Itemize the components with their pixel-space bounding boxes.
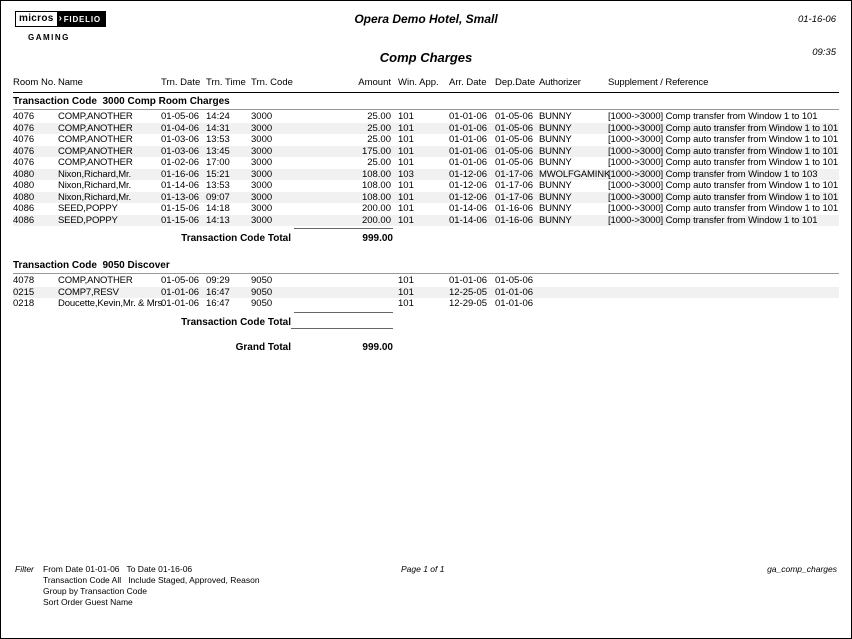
cell-supplement: [1000->3000] Comp auto transfer from Window 1 to 101 (608, 180, 839, 191)
table-row (13, 123, 839, 135)
cell-amount (309, 275, 391, 287)
cell-authorizer: BUNNY (539, 214, 572, 226)
cell-room: 4076 (13, 111, 35, 122)
col-arr-date: Arr. Date (449, 77, 487, 88)
cell-arr_date: 01-01-06 (449, 157, 488, 168)
col-win-app: Win. App. (398, 77, 439, 88)
cell-trn_time: 16:47 (206, 286, 230, 298)
cell-trn_time: 13:53 (206, 180, 230, 191)
cell-trn_time: 14:13 (206, 214, 230, 226)
grand-total-label: Grand Total (235, 341, 291, 353)
cell-name: COMP,ANOTHER (58, 111, 133, 122)
cell-name: SEED,POPPY (58, 214, 118, 226)
cell-win_app: 101 (398, 286, 414, 298)
section-total-row (13, 316, 839, 329)
cell-dep_date: 01-16-06 (495, 203, 534, 214)
cell-win_app: 101 (398, 157, 414, 168)
cell-name: Doucette,Kevin,Mr. & Mrs. (58, 298, 165, 309)
cell-authorizer: BUNNY (539, 111, 572, 122)
cell-arr_date: 01-01-06 (449, 275, 488, 286)
cell-trn_time: 09:07 (206, 191, 230, 203)
table-row (13, 134, 839, 146)
col-amount: Amount (358, 77, 391, 88)
cell-trn_code: 3000 (251, 214, 273, 226)
cell-amount: 25.00 (367, 134, 391, 145)
cell-name: COMP,ANOTHER (58, 275, 133, 286)
cell-dep_date: 01-17-06 (495, 191, 534, 203)
col-dep-date: Dep.Date (495, 77, 536, 88)
cell-trn_time: 14:18 (206, 203, 230, 214)
cell-trn_time: 13:53 (206, 134, 230, 145)
filter-line-dates: From Date 01-01-06 To Date 01-16-06 (43, 564, 193, 574)
cell-dep_date: 01-05-06 (495, 157, 534, 168)
col-trn-date: Trn. Date (161, 77, 201, 88)
cell-trn_code: 3000 (251, 134, 273, 145)
cell-authorizer: BUNNY (539, 145, 572, 157)
micros-logo-text: micros (15, 11, 58, 27)
cell-win_app: 101 (398, 180, 414, 191)
cell-dep_date: 01-01-06 (495, 286, 534, 298)
cell-dep_date: 01-05-06 (495, 134, 534, 145)
cell-win_app: 101 (398, 203, 414, 214)
cell-room: 4076 (13, 122, 35, 134)
cell-name: Nixon,Richard,Mr. (58, 168, 131, 180)
cell-dep_date: 01-17-06 (495, 168, 534, 180)
cell-amount: 200.00 (361, 214, 391, 226)
sections-container (13, 93, 839, 329)
cell-name: SEED,POPPY (58, 203, 118, 214)
cell-trn_code: 3000 (251, 168, 273, 180)
cell-room: 4076 (13, 134, 35, 145)
report-time: 09:35 (812, 47, 836, 58)
cell-supplement: [1000->3000] Comp transfer from Window 1 to 103 (608, 168, 818, 180)
cell-trn_date: 01-02-06 (161, 157, 200, 168)
cell-trn_time: 13:45 (206, 145, 230, 157)
cell-name: COMP,ANOTHER (58, 122, 133, 134)
cell-supplement: [1000->3000] Comp transfer from Window 1 to 101 (608, 214, 818, 226)
report-footer (15, 564, 837, 608)
cell-supplement: [1000->3000] Comp auto transfer from Window 1 to 101 (608, 157, 839, 168)
cell-trn_date: 01-13-06 (161, 191, 200, 203)
col-trn-time: Trn. Time (206, 77, 246, 88)
grand-total-row (13, 341, 839, 354)
cell-name: Nixon,Richard,Mr. (58, 180, 131, 191)
cell-arr_date: 01-14-06 (449, 203, 488, 214)
cell-amount: 25.00 (367, 122, 391, 134)
table-row (13, 298, 839, 310)
table-row (13, 180, 839, 192)
cell-authorizer: BUNNY (539, 203, 572, 214)
cell-trn_date: 01-01-06 (161, 286, 200, 298)
section-total-amount (291, 316, 393, 329)
cell-trn_code: 3000 (251, 191, 273, 203)
cell-arr_date: 01-01-06 (449, 122, 488, 134)
cell-trn_code: 3000 (251, 145, 273, 157)
cell-room: 4080 (13, 191, 35, 203)
table-row (13, 203, 839, 215)
cell-trn_date: 01-05-06 (161, 275, 200, 286)
cell-authorizer: BUNNY (539, 157, 572, 168)
cell-win_app: 101 (398, 122, 414, 134)
cell-trn_date: 01-04-06 (161, 122, 200, 134)
cell-dep_date: 01-17-06 (495, 180, 534, 191)
table-row (13, 146, 839, 158)
table-row (13, 157, 839, 169)
filter-line-groupby: Group by Transaction Code (43, 586, 147, 596)
cell-arr_date: 12-25-05 (449, 286, 488, 298)
cell-dep_date: 01-05-06 (495, 122, 534, 134)
table-row (13, 215, 839, 227)
cell-amount: 200.00 (361, 203, 391, 214)
transaction-section (13, 257, 839, 329)
section-total-row (13, 232, 839, 245)
cell-amount: 108.00 (361, 168, 391, 180)
cell-arr_date: 01-01-06 (449, 145, 488, 157)
cell-room: 0218 (13, 298, 35, 309)
fidelio-logo-text: FIDELIO (63, 14, 101, 24)
cell-win_app: 101 (398, 134, 414, 145)
table-header-row (13, 77, 839, 93)
cell-name: COMP7,RESV (58, 286, 119, 298)
cell-room: 4078 (13, 275, 35, 286)
cell-trn_time: 09:29 (206, 275, 230, 286)
cell-trn_time: 14:24 (206, 111, 230, 122)
section-title: Transaction Code 3000 Comp Room Charges (13, 93, 839, 110)
col-supplement: Supplement / Reference (608, 77, 709, 88)
cell-trn_date: 01-15-06 (161, 203, 200, 214)
col-room-no: Room No. (13, 77, 56, 88)
cell-trn_code: 3000 (251, 180, 273, 191)
col-authorizer: Authorizer (539, 77, 581, 88)
cell-name: COMP,ANOTHER (58, 134, 133, 145)
cell-authorizer: BUNNY (539, 134, 572, 145)
cell-win_app: 101 (398, 111, 414, 122)
micros-fidelio-logo (15, 11, 106, 42)
cell-trn_code: 3000 (251, 111, 273, 122)
cell-dep_date: 01-05-06 (495, 111, 534, 122)
report-date: 01-16-06 (797, 14, 836, 25)
report-table (13, 77, 839, 354)
table-row (13, 192, 839, 204)
cell-trn_code: 3000 (251, 203, 273, 214)
cell-supplement: [1000->3000] Comp auto transfer from Window 1 to 101 (608, 191, 839, 203)
cell-trn_time: 17:00 (206, 157, 230, 168)
cell-arr_date: 01-12-06 (449, 191, 488, 203)
cell-authorizer (539, 287, 608, 299)
cell-trn_date: 01-03-06 (161, 134, 200, 145)
filter-label: Filter (15, 564, 34, 574)
cell-supplement (608, 287, 839, 299)
logo-arrow-icon: › (58, 13, 63, 24)
section-total-label: Transaction Code Total (181, 316, 291, 328)
section-total-label: Transaction Code Total (181, 233, 291, 244)
cell-arr_date: 01-12-06 (449, 180, 488, 191)
cell-trn_date: 01-05-06 (161, 111, 200, 122)
cell-trn_time: 14:31 (206, 122, 230, 134)
cell-room: 4080 (13, 168, 35, 180)
report-header (13, 7, 839, 77)
cell-trn_date: 01-01-06 (161, 298, 200, 309)
cell-room: 4076 (13, 145, 35, 157)
cell-win_app: 101 (398, 214, 414, 226)
report-code: ga_comp_charges (767, 564, 837, 574)
cell-dep_date: 01-05-06 (495, 275, 534, 286)
gaming-label: GAMING (28, 33, 70, 42)
section-total-amount: 999.00 (362, 233, 393, 244)
cell-trn_code: 9050 (251, 275, 273, 286)
cell-name: Nixon,Richard,Mr. (58, 191, 131, 203)
section-title: Transaction Code 9050 Discover (13, 257, 839, 274)
cell-arr_date: 01-01-06 (449, 111, 488, 122)
cell-dep_date: 01-01-06 (495, 298, 534, 309)
cell-amount (309, 287, 391, 299)
filter-line-codes: Transaction Code All Include Staged, Approved, Reason (43, 575, 260, 585)
transaction-section (13, 93, 839, 245)
cell-name: COMP,ANOTHER (58, 157, 133, 168)
cell-amount: 108.00 (361, 191, 391, 203)
cell-supplement: [1000->3000] Comp auto transfer from Window 1 to 101 (608, 145, 839, 157)
cell-trn_code: 9050 (251, 298, 273, 309)
report-page (1, 1, 851, 354)
cell-authorizer: BUNNY (539, 180, 572, 191)
cell-win_app: 103 (398, 168, 414, 180)
cell-authorizer (539, 298, 608, 310)
cell-win_app: 101 (398, 145, 414, 157)
cell-supplement: [1000->3000] Comp auto transfer from Window 1 to 101 (608, 134, 839, 145)
table-row (13, 169, 839, 181)
cell-trn_date: 01-14-06 (161, 180, 200, 191)
cell-room: 4086 (13, 214, 35, 226)
cell-win_app: 101 (398, 275, 414, 286)
cell-trn_code: 9050 (251, 286, 273, 298)
cell-trn_code: 3000 (251, 157, 273, 168)
cell-room: 4080 (13, 180, 35, 191)
cell-room: 0215 (13, 286, 35, 298)
page-title: Comp Charges (379, 50, 473, 65)
cell-authorizer: MWOLFGAMINK (539, 168, 611, 180)
cell-room: 4076 (13, 157, 35, 168)
cell-arr_date: 12-29-05 (449, 298, 488, 309)
cell-amount: 25.00 (367, 157, 391, 168)
hotel-name: Opera Demo Hotel, Small (354, 12, 498, 26)
logo-row (15, 11, 106, 27)
cell-trn_code: 3000 (251, 122, 273, 134)
grand-total-amount: 999.00 (362, 341, 393, 353)
cell-trn_time: 16:47 (206, 298, 230, 309)
filter-line-sort: Sort Order Guest Name (43, 597, 133, 607)
cell-dep_date: 01-16-06 (495, 214, 534, 226)
amount-rule (294, 312, 393, 313)
cell-arr_date: 01-12-06 (449, 168, 488, 180)
cell-amount: 25.00 (367, 111, 391, 122)
col-name: Name (58, 77, 83, 88)
cell-win_app: 101 (398, 191, 414, 203)
cell-trn_date: 01-16-06 (161, 168, 200, 180)
cell-arr_date: 01-14-06 (449, 214, 488, 226)
cell-trn_date: 01-03-06 (161, 145, 200, 157)
cell-supplement: [1000->3000] Comp transfer from Window 1 to 101 (608, 111, 818, 122)
page-indicator: Page 1 of 1 (401, 564, 445, 574)
table-row (13, 111, 839, 123)
cell-supplement: [1000->3000] Comp auto transfer from Window 1 to 101 (608, 122, 839, 134)
table-row (13, 275, 839, 287)
cell-win_app: 101 (398, 298, 414, 309)
cell-supplement (608, 275, 839, 287)
fidelio-logo-box (58, 11, 106, 27)
cell-authorizer (539, 275, 608, 287)
cell-authorizer: BUNNY (539, 122, 572, 134)
cell-trn_date: 01-15-06 (161, 214, 200, 226)
cell-amount (309, 298, 391, 310)
cell-supplement (608, 298, 839, 310)
table-row (13, 287, 839, 299)
col-trn-code: Trn. Code (251, 77, 293, 88)
cell-amount: 175.00 (361, 145, 391, 157)
cell-room: 4086 (13, 203, 35, 214)
cell-trn_time: 15:21 (206, 168, 230, 180)
cell-arr_date: 01-01-06 (449, 134, 488, 145)
cell-authorizer: BUNNY (539, 191, 572, 203)
cell-dep_date: 01-05-06 (495, 145, 534, 157)
cell-amount: 108.00 (361, 180, 391, 191)
cell-name: COMP,ANOTHER (58, 145, 133, 157)
amount-rule (294, 228, 393, 229)
cell-supplement: [1000->3000] Comp auto transfer from Window 1 to 101 (608, 203, 839, 214)
